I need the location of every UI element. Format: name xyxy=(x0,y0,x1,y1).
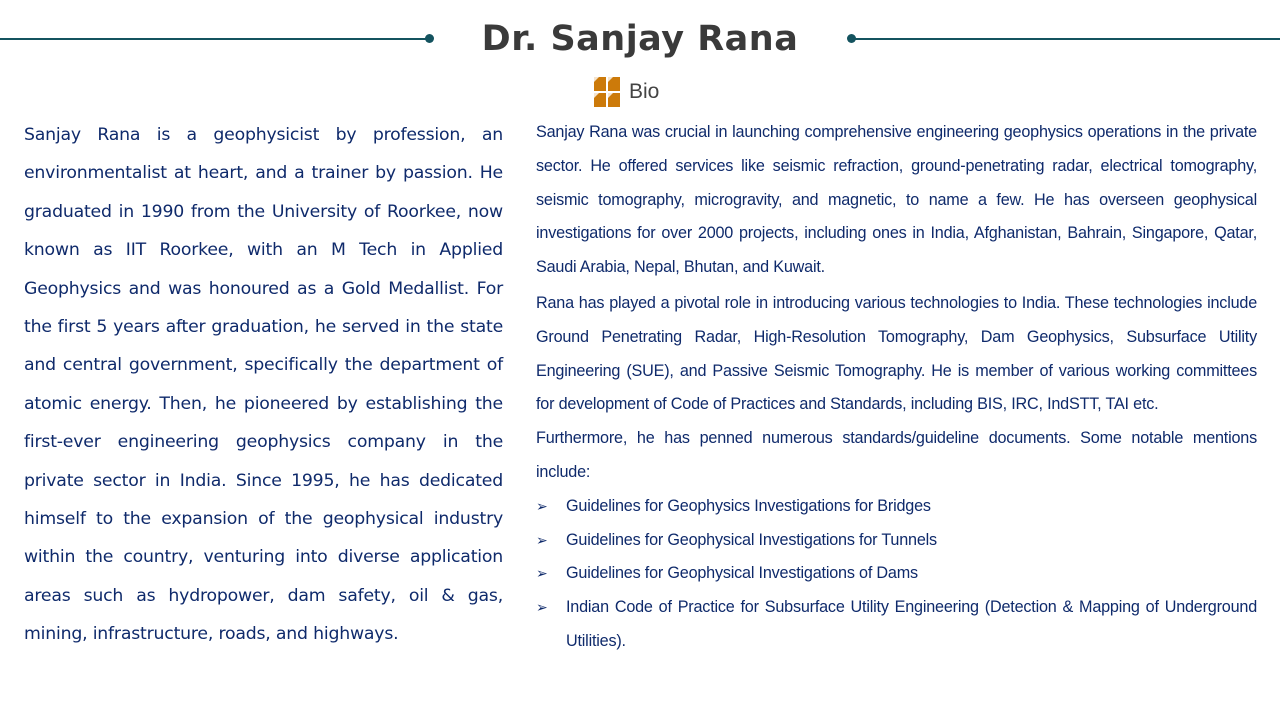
list-item xyxy=(536,524,1257,558)
header-rule-right xyxy=(852,38,1280,40)
bio-paragraph-technologies: Rana has played a pivotal role in introducing various technologies to India. These technologies include Ground Penetrating Radar, High-Resolution Tomography, Dam Geophysics, Subsurface Utility Engineering (SUE), and Passive Seismic Tomography. He is member of various working committees for development of Code of Practices and Standards, including BIS, IRC, IndSTT, TAI etc. xyxy=(536,293,1257,414)
bio-paragraph-publications: Furthermore, he has penned numerous standards/guideline documents. Some notable mentions include: xyxy=(536,429,1257,481)
list-item-text: Guidelines for Geophysical Investigations of Dams xyxy=(566,564,918,583)
section-label: Bio xyxy=(629,80,660,103)
list-item xyxy=(536,591,1257,659)
list-item-text: Guidelines for Geophysical Investigations for Tunnels xyxy=(566,530,937,549)
document-grid-icon xyxy=(594,77,620,107)
arrow-bullet-icon: ➢ xyxy=(536,497,548,514)
arrow-bullet-icon: ➢ xyxy=(536,599,548,616)
section-heading xyxy=(594,76,659,108)
list-item xyxy=(536,490,1257,524)
list-item-text: Indian Code of Practice for Subsurface Utility Engineering (Detection & Mapping of Underground Utilities). xyxy=(566,598,1257,650)
arrow-bullet-icon: ➢ xyxy=(536,565,548,582)
page-title: Dr. Sanjay Rana xyxy=(481,19,799,59)
header-rule-left xyxy=(0,38,430,40)
header-rule-dot-left xyxy=(425,34,434,43)
publications-list xyxy=(536,490,1257,659)
list-item-text: Guidelines for Geophysics Investigations for Bridges xyxy=(566,496,931,515)
bio-details xyxy=(536,116,1257,659)
list-item xyxy=(536,557,1257,591)
arrow-bullet-icon: ➢ xyxy=(536,531,548,548)
bio-summary-text: Sanjay Rana is a geophysicist by profession, an environmentalist at heart, and a trainer by passion. He graduated in 1990 from the University of Roorkee, now known as IIT Roorkee, with an M Tech in Applied Geophysics and was honoured as a Gold Medallist. For the first 5 years after graduation, he served in the state and central government, specifically the department of atomic energy. Then, he pioneered by establishing the first-ever engineering geophysics company in the private sector in India. Since 1995, he has dedicated himself to the expansion of the geophysical industry within the country, venturing into diverse application areas such as hydropower, dam safety, oil & gas, mining, infrastructure, roads, and highways. xyxy=(24,125,503,645)
bio-paragraph-operations: Sanjay Rana was crucial in launching comprehensive engineering geophysics operations in the private sector. He offered services like seismic refraction, ground-penetrating radar, electrical tomography, seismic tomography, microgravity, and magnetic, to name a few. He has overseen geophysical investigations for over 2000 projects, including ones in India, Afghanistan, Bahrain, Singapore, Qatar, Saudi Arabia, Nepal, Bhutan, and Kuwait. xyxy=(536,123,1257,277)
